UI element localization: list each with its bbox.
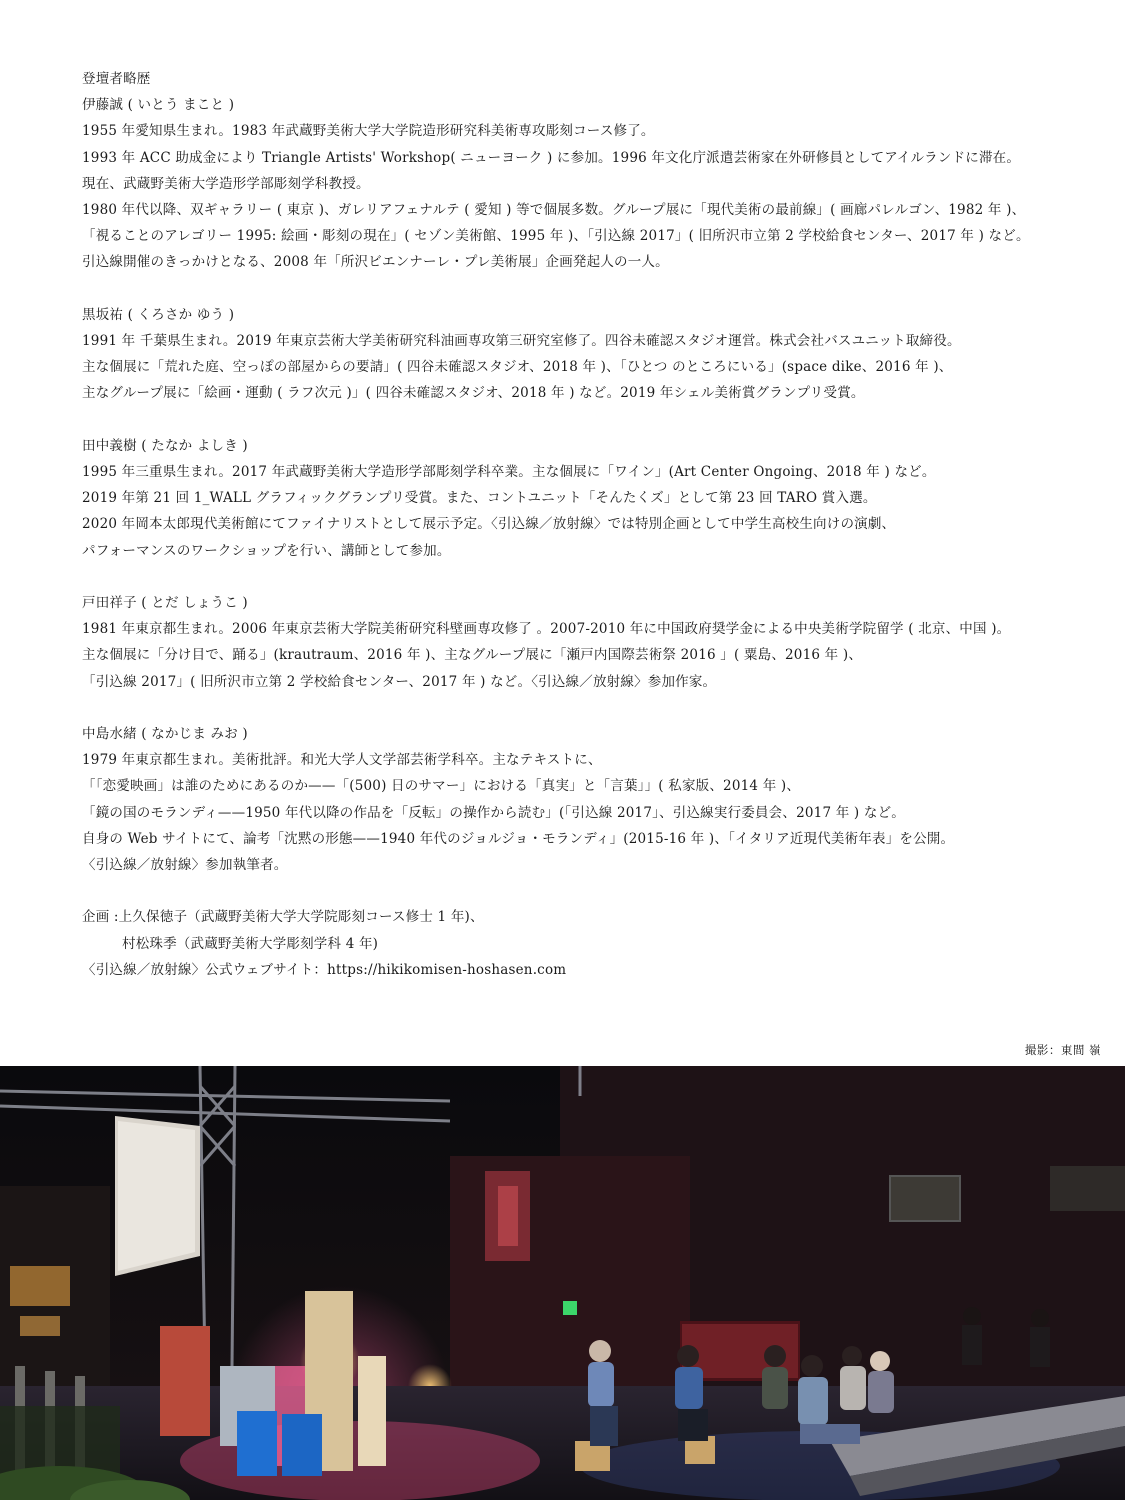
credits-line: 村松珠季（武蔵野美術大学彫刻学科 4 年)	[122, 935, 379, 952]
bio-line: 主な個展に「荒れた庭、空っぽの部屋からの要請」( 四谷未確認スタジオ、2018 年 )、「ひとつ のところにいる」(space dike、2016 年 )、	[82, 359, 953, 376]
credits-row	[82, 904, 1092, 930]
bio-line: 主なグループ展に「絵画・運動 ( ラフ次元 )」( 四谷未確認スタジオ、2018 年 ) など。2019 年シェル美術賞グランプリ受賞。	[82, 385, 865, 402]
bio-line: 1995 年三重県生まれ。2017 年武蔵野美術大学造形学部彫刻学科卒業。主な個展に「ワイン」(Art Center Ongoing、2018 年 ) など。	[82, 464, 936, 481]
bio-block-tanaka	[82, 433, 1092, 564]
bio-line: パフォーマンスのワークショップを行い、講師として参加。	[82, 542, 451, 559]
bio-line: 2020 年岡本太郎現代美術館にてファイナリストとして展示予定。〈引込線／放射線〉では特別企画として中学生高校生向けの演劇、	[82, 516, 896, 533]
bio-line: 1991 年 千葉県生まれ。2019 年東京芸術大学美術研究科油画専攻第三研究室修了。四谷未確認スタジオ運営。株式会社バスユニット取締役。	[82, 333, 961, 350]
credits-label: 企画 :	[82, 909, 119, 926]
bio-name: 戸田祥子 ( とだ しょうこ )	[82, 595, 248, 612]
bio-block-toda	[82, 590, 1092, 695]
bio-line: 1980 年代以降、双ギャラリー ( 東京 )、ガレリアフェナルテ ( 愛知 ) 等で個展多数。グループ展に「現代美術の最前線」( 画廊パレルゴン、1982 年 )、	[82, 202, 1026, 219]
bio-name: 中島水緒 ( なかじま みお )	[82, 726, 248, 743]
bio-line: 1955 年愛知県生まれ。1983 年武蔵野美術大学大学院造形研究科美術専攻彫刻コース修了。	[82, 123, 655, 140]
bio-line: 「視ることのアレゴリー 1995: 絵画・彫刻の現在」( セゾン美術館、1995 年 )、「引込線 2017」( 旧所沢市立第 2 学校給食センター、2017 年 ) など。	[82, 228, 1030, 245]
credits-row	[82, 931, 1092, 957]
bio-block-nakajima	[82, 721, 1092, 878]
bio-line: 1993 年 ACC 助成金により Triangle Artists' Workshop( ニューヨーク ) に参加。1996 年文化庁派遣芸術家在外研修員としてアイルランドに滞在。	[82, 149, 1021, 166]
credits-line: 上久保徳子（武蔵野美術大学大学院彫刻コース修士 1 年)、	[118, 909, 484, 926]
event-photo	[0, 1066, 1125, 1500]
website-line: 〈引込線／放射線〉公式ウェブサイト：https://hikikomisen-hoshasen.com	[82, 961, 567, 978]
bio-name: 伊藤誠 ( いとう まこと )	[82, 97, 235, 114]
bio-line: 「引込線 2017」( 旧所沢市立第 2 学校給食センター、2017 年 ) など。〈引込線／放射線〉参加作家。	[82, 673, 717, 690]
bio-line: 2019 年第 21 回 1_WALL グラフィックグランプリ受賞。また、コントユニット「そんたくズ」として第 23 回 TARO 賞入選。	[82, 490, 877, 507]
bio-name: 田中義樹 ( たなか よしき )	[82, 437, 248, 454]
bio-line: 「「恋愛映画」は誰のためにあるのか——「(500) 日のサマー」における「真実」と「言葉」」( 私家版、2014 年 )、	[82, 778, 801, 795]
bio-line: 〈引込線／放射線〉参加執筆者。	[82, 857, 288, 874]
bio-line: 1981 年東京都生まれ。2006 年東京芸術大学院美術研究科壁画専攻修了 。2007-2010 年に中国政府奨学金による中央美術学院留学 ( 北京、中国 )。	[82, 621, 1011, 638]
photo-credit: 撮影：東間 嶺	[1024, 1043, 1101, 1057]
credits	[82, 904, 1092, 956]
bio-block-ito	[82, 92, 1092, 275]
bio-line: 「鏡の国のモランディ——1950 年代以降の作品を「反転」の操作から読む」(「引込線 2017」、引込線実行委員会、2017 年 ) など。	[82, 804, 905, 821]
bio-line: 1979 年東京都生まれ。美術批評。和光大学人文学部芸術学科卒。主なテキストに、	[82, 752, 602, 769]
text-area	[82, 66, 1092, 983]
bio-block-kurosaka	[82, 302, 1092, 407]
bio-line: 現在、武蔵野美術大学造形学部彫刻学科教授。	[82, 175, 370, 192]
bio-name: 黒坂祐 ( くろさか ゆう )	[82, 306, 235, 323]
bio-line: 自身の Web サイトにて、論考「沈黙の形態——1940 年代のジョルジョ・モランディ」(2015-16 年 )、「イタリア近現代美術年表」を公開。	[82, 830, 955, 847]
bio-line: 主な個展に「分け目で、踊る」(krautraum、2016 年 )、主なグループ展に「瀬戸内国際芸術祭 2016 」( 粟島、2016 年 )、	[82, 647, 863, 664]
doc-title: 登壇者略歴	[82, 71, 151, 87]
bio-line: 引込線開催のきっかけとなる、2008 年「所沢ビエンナーレ・プレ美術展」企画発起人の一人。	[82, 254, 669, 271]
